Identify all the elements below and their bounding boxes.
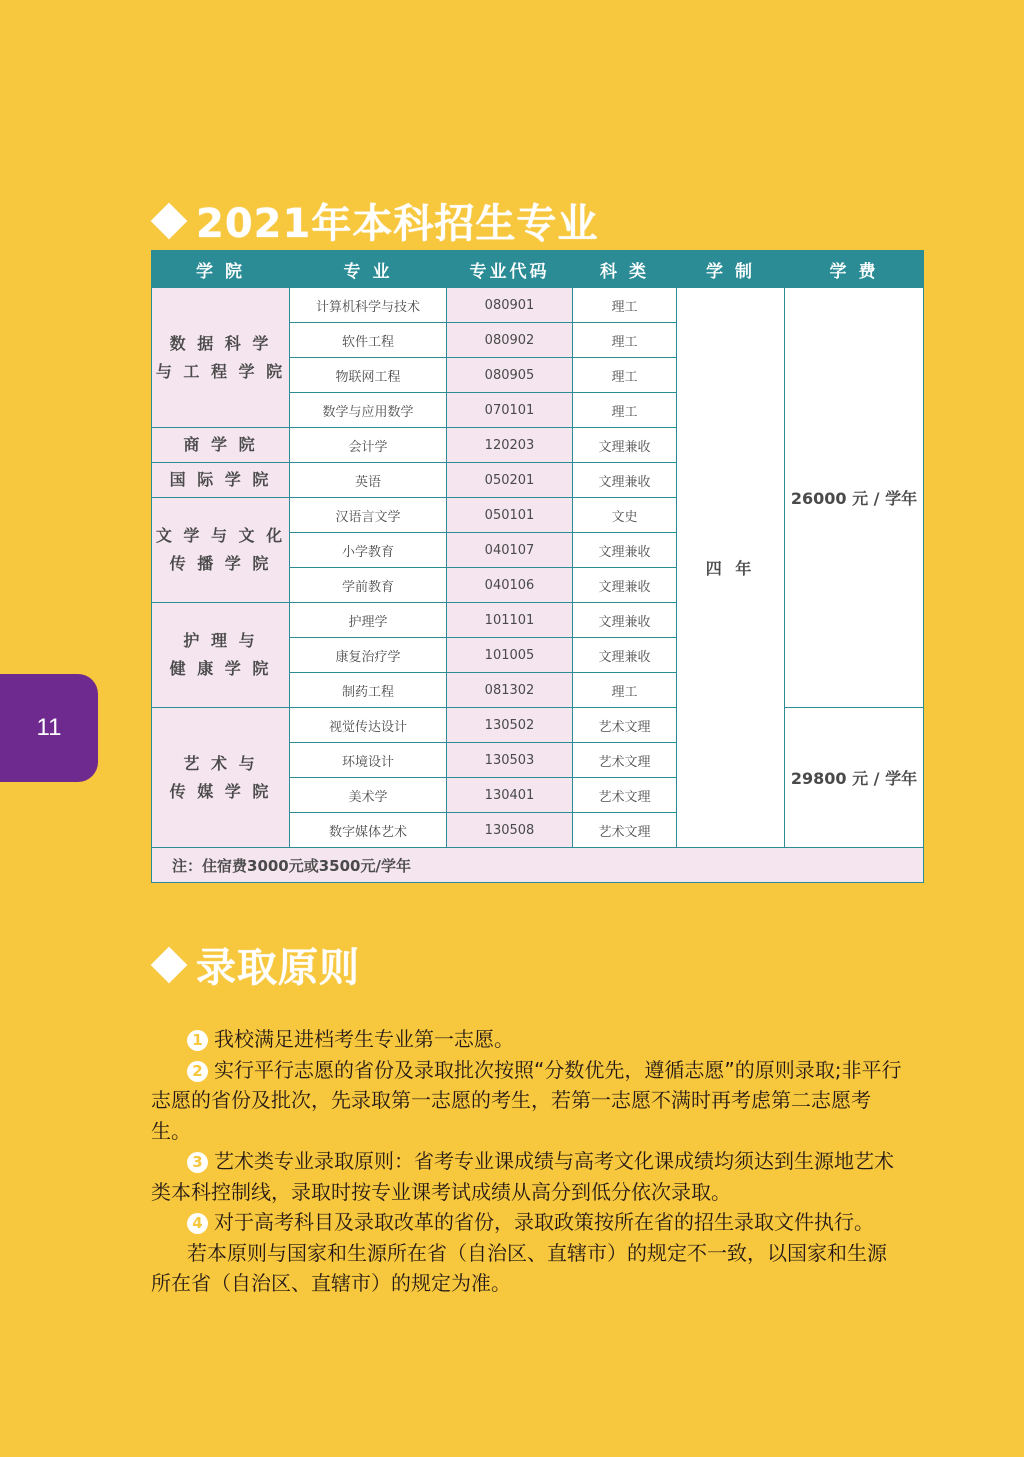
code-cell: 130401	[447, 778, 573, 813]
page-number: 11	[36, 714, 62, 741]
college-name: 与 工 程 学 院	[155, 361, 286, 381]
code-cell: 070101	[447, 393, 573, 428]
rule-closing: 若本原则与国家和生源所在省（自治区、直辖市）的规定不一致，以国家和生源所在省（自治区、直辖市）的规定为准。	[151, 1240, 887, 1295]
fee-cell: 29800 元 / 学年	[785, 708, 924, 848]
major-cell: 计算机科学与技术	[290, 288, 447, 323]
rule-item	[151, 1024, 906, 1055]
code-cell: 130508	[447, 813, 573, 848]
code-cell: 130503	[447, 743, 573, 778]
header-college: 学 院	[152, 251, 290, 288]
table-note-row	[152, 848, 924, 883]
category-cell: 理工	[573, 358, 677, 393]
code-cell: 101005	[447, 638, 573, 673]
major-cell: 英语	[290, 463, 447, 498]
college-name: 护 理 与	[183, 631, 258, 650]
code-cell: 101101	[447, 603, 573, 638]
category-cell: 艺术文理	[573, 708, 677, 743]
major-cell: 环境设计	[290, 743, 447, 778]
table-row	[152, 708, 924, 743]
major-cell: 物联网工程	[290, 358, 447, 393]
admission-rules	[151, 1024, 906, 1299]
college-name: 传 媒 学 院	[169, 781, 272, 801]
section-heading-majors	[150, 192, 598, 249]
major-cell: 制药工程	[290, 673, 447, 708]
category-cell: 文理兼收	[573, 568, 677, 603]
college-name: 数 据 科 学	[169, 333, 272, 353]
major-cell: 数学与应用数学	[290, 393, 447, 428]
college-cell: 国 际 学 院	[152, 463, 290, 498]
college-name: 艺 术 与	[183, 753, 258, 773]
major-cell: 护理学	[290, 603, 447, 638]
code-cell: 081302	[447, 673, 573, 708]
rule-text: 实行平行志愿的省份及录取批次按照“分数优先，遵循志愿”的原则录取;非平行志愿的省份及批次，先录取第一志愿的考生，若第一志愿不满时再考虑第二志愿考生。	[151, 1057, 902, 1143]
header-major: 专 业	[290, 251, 447, 288]
code-cell: 040107	[447, 533, 573, 568]
major-cell: 学前教育	[290, 568, 447, 603]
code-cell: 050101	[447, 498, 573, 533]
category-cell: 艺术文理	[573, 743, 677, 778]
college-cell	[152, 708, 290, 848]
college-name: 健 康 学 院	[169, 659, 272, 678]
major-cell: 美术学	[290, 778, 447, 813]
diamond-icon	[151, 202, 188, 239]
major-cell: 汉语言文学	[290, 498, 447, 533]
number-badge-icon: 1	[187, 1030, 208, 1051]
category-cell: 理工	[573, 288, 677, 323]
college-cell: 商 学 院	[152, 428, 290, 463]
code-cell: 130502	[447, 708, 573, 743]
category-cell: 理工	[573, 323, 677, 358]
duration-cell: 四 年	[677, 288, 785, 848]
code-cell: 050201	[447, 463, 573, 498]
major-cell: 数字媒体艺术	[290, 813, 447, 848]
number-badge-icon: 3	[187, 1152, 208, 1173]
section-title: 录取原则	[196, 945, 360, 991]
diamond-icon	[151, 946, 188, 983]
major-cell: 会计学	[290, 428, 447, 463]
category-cell: 文理兼收	[573, 533, 677, 568]
section-title: 2021年本科招生专业	[196, 201, 599, 247]
header-category: 科 类	[573, 251, 677, 288]
major-cell: 小学教育	[290, 533, 447, 568]
fee-cell: 26000 元 / 学年	[785, 288, 924, 708]
code-cell: 080901	[447, 288, 573, 323]
major-cell: 康复治疗学	[290, 638, 447, 673]
category-cell: 文理兼收	[573, 638, 677, 673]
rule-text: 我校满足进档考生专业第一志愿。	[214, 1027, 514, 1051]
table-header-row	[152, 251, 924, 288]
college-cell	[152, 498, 290, 603]
college-cell	[152, 603, 290, 708]
category-cell: 理工	[573, 673, 677, 708]
major-cell: 视觉传达设计	[290, 708, 447, 743]
section-heading-admission	[150, 936, 360, 993]
table-note: 注：住宿费3000元或3500元/学年	[152, 848, 924, 883]
major-cell: 软件工程	[290, 323, 447, 358]
category-cell: 艺术文理	[573, 778, 677, 813]
code-cell: 080905	[447, 358, 573, 393]
code-cell: 040106	[447, 568, 573, 603]
category-cell: 文史	[573, 498, 677, 533]
rule-item	[151, 1146, 906, 1207]
header-code: 专业代码	[447, 251, 573, 288]
table-row	[152, 288, 924, 323]
majors-table	[151, 250, 924, 883]
category-cell: 文理兼收	[573, 603, 677, 638]
category-cell: 艺术文理	[573, 813, 677, 848]
college-cell	[152, 288, 290, 428]
header-fee: 学 费	[785, 251, 924, 288]
college-name: 传 播 学 院	[169, 554, 272, 573]
header-duration: 学 制	[677, 251, 785, 288]
code-cell: 080902	[447, 323, 573, 358]
number-badge-icon: 4	[187, 1213, 208, 1234]
rule-item	[151, 1055, 906, 1147]
rule-text: 对于高考科目及录取改革的省份，录取政策按所在省的招生录取文件执行。	[214, 1210, 874, 1234]
code-cell: 120203	[447, 428, 573, 463]
category-cell: 文理兼收	[573, 428, 677, 463]
number-badge-icon: 2	[187, 1061, 208, 1082]
rule-item	[151, 1207, 906, 1238]
category-cell: 理工	[573, 393, 677, 428]
college-name: 文 学 与 文 化	[155, 526, 286, 545]
rule-text: 艺术类专业录取原则：省考专业课成绩与高考文化课成绩均须达到生源地艺术类本科控制线，录取时按专业课考试成绩从高分到低分依次录取。	[151, 1149, 894, 1204]
category-cell: 文理兼收	[573, 463, 677, 498]
page-number-tab	[0, 674, 98, 782]
